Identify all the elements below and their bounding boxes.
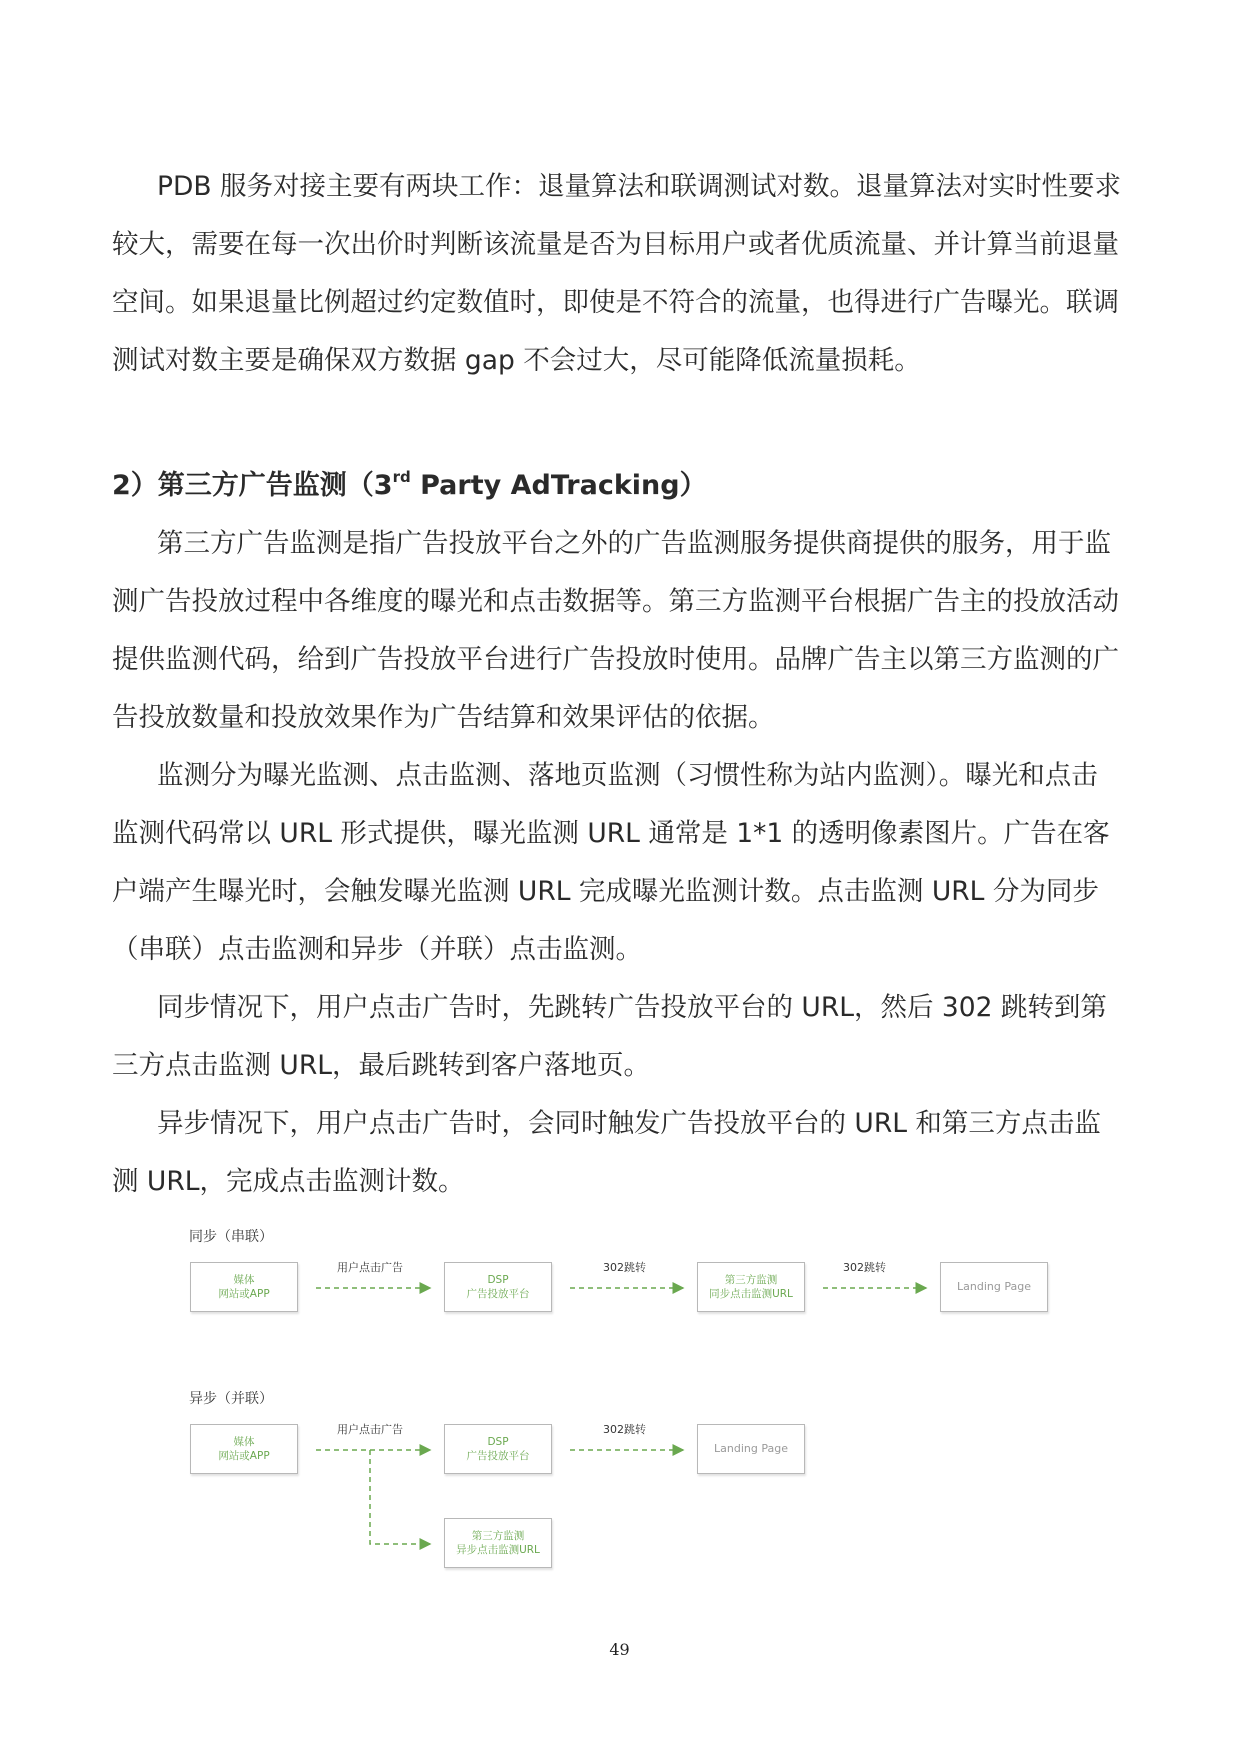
async-node-dsp-line1: DSP bbox=[487, 1436, 509, 1448]
sync-edge-label-302-a: 302跳转 bbox=[603, 1261, 646, 1274]
sync-node-media-line1: 媒体 bbox=[233, 1274, 255, 1286]
async-node-third-party-line2: 异步点击监测URL bbox=[456, 1544, 540, 1556]
sync-node-third-party-line1: 第三方监测 bbox=[724, 1274, 778, 1286]
async-node-third-party-line1: 第三方监测 bbox=[471, 1530, 525, 1542]
async-node-dsp-line2: 广告投放平台 bbox=[466, 1450, 530, 1462]
paragraph-async-case: 异步情况下，用户点击广告时，会同时触发广告投放平台的 URL 和第三方点击监测 URL，完成点击监测计数。 bbox=[112, 1108, 1101, 1197]
sync-edge-label-302-b: 302跳转 bbox=[843, 1261, 886, 1274]
page-number: 49 bbox=[609, 1640, 630, 1659]
sync-node-media-line2: 网站或APP bbox=[218, 1288, 270, 1300]
paragraph-sync-case: 同步情况下，用户点击广告时，先跳转广告投放平台的 URL，然后 302 跳转到第三方点击监测 URL，最后跳转到客户落地页。 bbox=[112, 992, 1107, 1081]
sync-diagram-title: 同步（串联） bbox=[189, 1229, 273, 1245]
sync-node-landing-line1: Landing Page bbox=[957, 1280, 1031, 1293]
async-arrow-branch bbox=[370, 1450, 430, 1544]
async-edge-label-302: 302跳转 bbox=[603, 1423, 646, 1436]
section-heading-prefix: 2）第三方广告监测（3 bbox=[112, 470, 393, 501]
sync-node-dsp-line1: DSP bbox=[487, 1274, 509, 1286]
async-diagram-title: 异步（并联） bbox=[189, 1391, 273, 1407]
section-heading-suffix: Party AdTracking） bbox=[410, 470, 707, 501]
section-heading-sup: rd bbox=[392, 468, 411, 486]
sync-node-dsp-line2: 广告投放平台 bbox=[466, 1288, 530, 1300]
sync-edge-label-click: 用户点击广告 bbox=[337, 1261, 403, 1274]
paragraph-pdb: PDB 服务对接主要有两块工作：退量算法和联调测试对数。退量算法对实时性要求较大，需要在每一次出价时判断该流量是否为目标用户或者优质流量、并计算当前退量空间。如果退量比例超过约定数值时，即使是不符合的流量，也得进行广告曝光。联调测试对数主要是确保双方数据 gap 不会过大，尽可能降低流量损耗。 bbox=[112, 171, 1121, 376]
sync-node-third-party-line2: 同步点击监测URL bbox=[709, 1288, 793, 1300]
paragraph-monitoring-types: 监测分为曝光监测、点击监测、落地页监测（习惯性称为站内监测）。曝光和点击监测代码常以 URL 形式提供，曝光监测 URL 通常是 1*1 的透明像素图片。广告在客户端产生曝光时，会触发曝光监测 URL 完成曝光监测计数。点击监测 URL 分为同步（串联）点击监测和异步（并联）点击监测。 bbox=[112, 760, 1110, 965]
async-node-landing-line1: Landing Page bbox=[714, 1442, 788, 1455]
async-node-media-line1: 媒体 bbox=[233, 1436, 255, 1448]
paragraph-adtracking-definition: 第三方广告监测是指广告投放平台之外的广告监测服务提供商提供的服务，用于监测广告投放过程中各维度的曝光和点击数据等。第三方监测平台根据广告主的投放活动提供监测代码，给到广告投放平台进行广告投放时使用。品牌广告主以第三方监测的广告投放数量和投放效果作为广告结算和效果评估的依据。 bbox=[112, 528, 1119, 733]
async-edge-label-click: 用户点击广告 bbox=[337, 1423, 403, 1436]
async-node-media-line2: 网站或APP bbox=[218, 1450, 270, 1462]
